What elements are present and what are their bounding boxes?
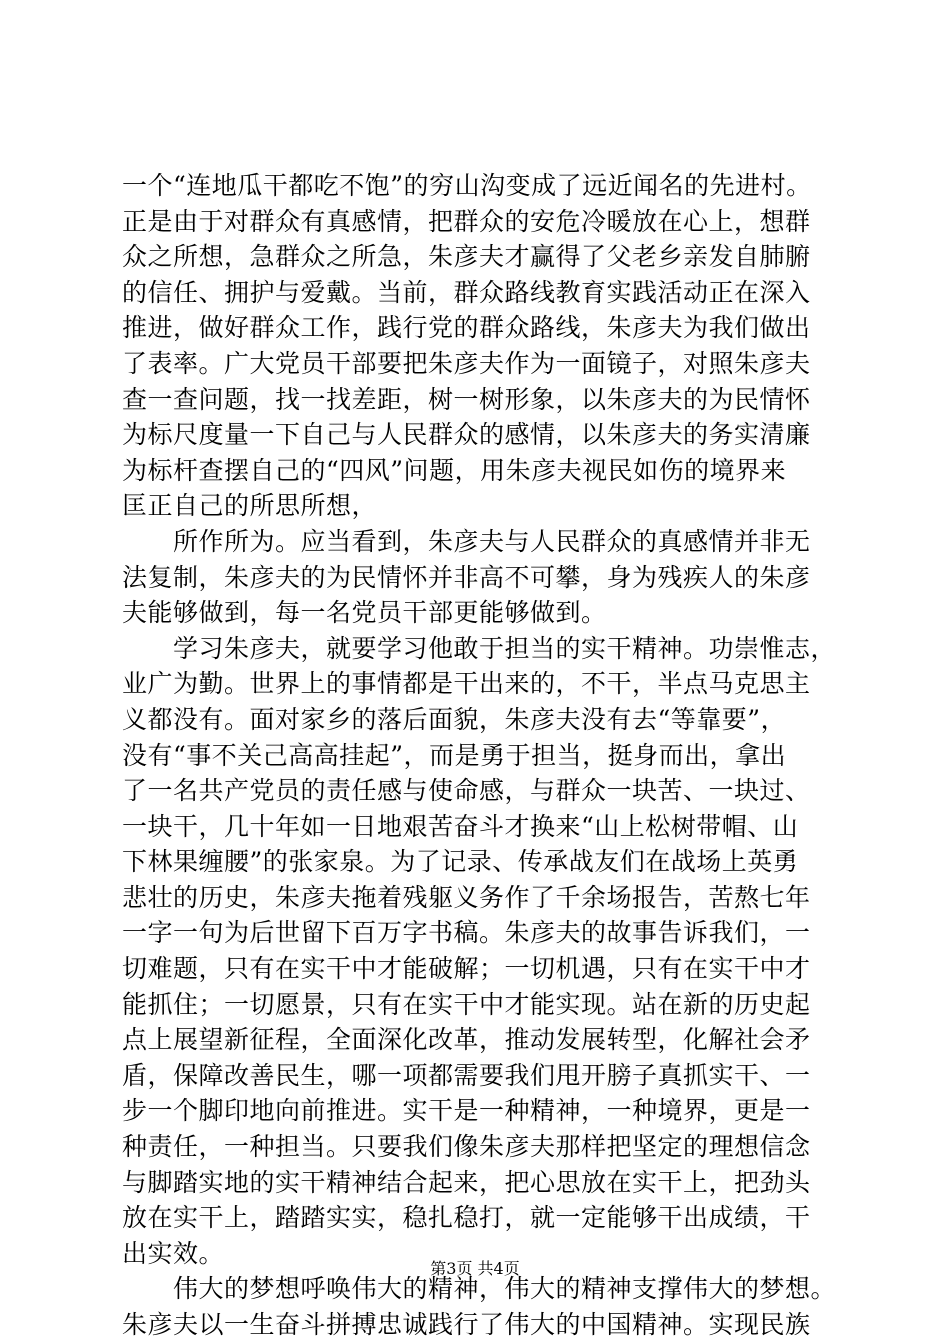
text-line: 没有“事不关己高高挂起”，而是勇于担当，挺身而出，拿出 (122, 740, 787, 770)
text-line: 悲壮的历史，朱彦夫拖着残躯义务作了千余场报告，苦熬七年 (122, 882, 811, 912)
text-line: 业广为勤。世界上的事情都是干出来的，不干，半点马克思主 (122, 669, 811, 699)
page-number-label: 第3页 共4页 (430, 1259, 520, 1278)
text-line: 能抓住；一切愿景，只有在实干中才能实现。站在新的历史起 (122, 989, 811, 1019)
text-line: 查一查问题，找一找差距，树一树形象，以朱彦夫的为民情怀 (122, 384, 811, 414)
text-line: 为标杆查摆自己的“四风”问题，用朱彦夫视民如伤的境界来 (122, 455, 787, 485)
body-text (122, 168, 842, 1343)
text-line: 与脚踏实地的实干精神结合起来，把心思放在实干上，把劲头 (122, 1167, 811, 1197)
text-line: 放在实干上，踏踏实实，稳扎稳打，就一定能够干出成绩，干 (122, 1203, 811, 1233)
text-line: 了表率。广大党员干部要把朱彦夫作为一面镜子，对照朱彦夫 (122, 348, 811, 378)
text-line: 夫能够做到，每一名党员干部更能够做到。 (122, 598, 607, 628)
text-line: 一块干，几十年如一日地艰苦奋斗才换来“山上松树带帽、山 (122, 811, 799, 841)
text-line: 义都没有。面对家乡的落后面貌，朱彦夫没有去“等靠要”， (122, 704, 787, 734)
text-line: 正是由于对群众有真感情，把群众的安危冷暖放在心上，想群 (122, 206, 811, 236)
page-footer (0, 1257, 950, 1281)
text-line: 推进，做好群众工作，践行党的群众路线，朱彦夫为我们做出 (122, 313, 811, 343)
text-line: 为标尺度量一下自己与人民群众的感情，以朱彦夫的务实清廉 (122, 420, 811, 450)
text-line: 匡正自己的所思所想， (122, 491, 378, 521)
text-line: 学习朱彦夫，就要学习他敢于担当的实干精神。功崇惟志， (122, 633, 837, 663)
text-line: 盾，保障改善民生，哪一项都需要我们甩开膀子真抓实干、一 (122, 1060, 811, 1090)
text-line: 步一个脚印地向前推进。实干是一种精神，一种境界，更是一 (122, 1096, 811, 1126)
text-line: 所作所为。应当看到，朱彦夫与人民群众的真感情并非无 (122, 526, 811, 556)
text-line: 切难题，只有在实干中才能破解；一切机遇，只有在实干中才 (122, 954, 811, 984)
text-line: 法复制，朱彦夫的为民情怀并非高不可攀，身为残疾人的朱彦 (122, 562, 811, 592)
text-line: 了一名共产党员的责任感与使命感，与群众一块苦、一块过、 (122, 776, 811, 806)
text-line: 一个“连地瓜干都吃不饱”的穷山沟变成了远近闻名的先进村。 (122, 171, 812, 200)
text-line: 伟大的梦想呼唤伟大的精神，伟大的精神支撑伟大的梦想。 (122, 1274, 837, 1304)
text-line: 朱彦夫以一生奋斗拼搏忠诚践行了伟大的中国精神。实现民族 (122, 1310, 811, 1339)
text-line: 的信任、拥护与爱戴。当前，群众路线教育实践活动正在深入 (122, 277, 811, 307)
text-line: 一字一句为后世留下百万字书稿。朱彦夫的故事告诉我们，一 (122, 918, 811, 948)
text-line: 下林果缠腰”的张家泉。为了记录、传承战友们在战场上英勇 (122, 847, 799, 877)
text-line: 点上展望新征程，全面深化改革，推动发展转型，化解社会矛 (122, 1025, 811, 1055)
text-line: 种责任，一种担当。只要我们像朱彦夫那样把坚定的理想信念 (122, 1132, 811, 1162)
text-line: 出实效。 (122, 1238, 225, 1268)
text-line: 众之所想，急群众之所急，朱彦夫才赢得了父老乡亲发自肺腑 (122, 242, 811, 272)
